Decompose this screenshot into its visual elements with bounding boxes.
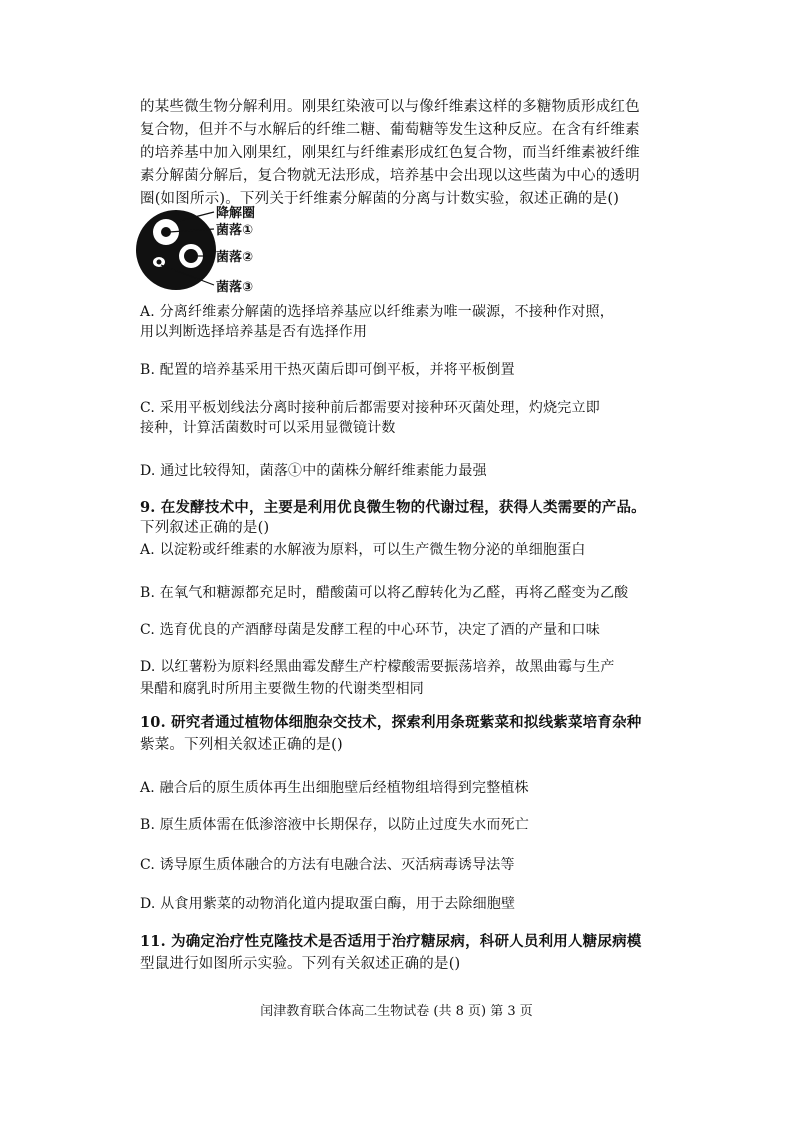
q8-option-b: B. 配置的培养基采用干热灭菌后即可倒平板，并将平板倒置	[140, 362, 515, 378]
label-halo: 降解圈	[216, 206, 256, 221]
label-colony-3: 菌落③	[216, 280, 254, 295]
intro-line-5: 圈(如图所示)。下列关于纤维素分解菌的分离与计数实验，叙述正确的是()	[140, 191, 620, 207]
q9-option-a: A. 以淀粉或纤维素的水解液为原料，可以生产微生物分泌的单细胞蛋白	[140, 542, 586, 558]
page-footer: 闰津教育联合体高二生物试卷 (共 8 页) 第 3 页	[260, 1004, 533, 1019]
colony-3	[157, 260, 162, 265]
q10-option-a: A. 融合后的原生质体再生出细胞壁后经植物组培得到完整植株	[140, 780, 529, 796]
q10-option-b: B. 原生质体需在低渗溶液中长期保存，以防止过度失水而死亡	[140, 817, 529, 833]
petri-dish-diagram	[134, 205, 294, 295]
q8-option-a-line-1: A. 分离纤维素分解菌的选择培养基应以纤维素为唯一碳源，不接种作对照，	[140, 304, 615, 320]
colony-2	[184, 249, 198, 263]
q10-stem-line-1: 10. 研究者通过植物体细胞杂交技术，探索利用条斑紫菜和拟线紫菜培育杂种	[140, 714, 642, 731]
label-colony-1: 菌落①	[216, 223, 254, 238]
q11-stem-line-2: 型鼠进行如图所示实验。下列有关叙述正确的是()	[140, 956, 461, 972]
intro-line-4: 素分解菌分解后，复合物就无法形成，培养基中会出现以这些菌为中心的透明	[140, 168, 640, 184]
colony-petri-dish-figure	[134, 205, 294, 295]
q9-option-b: B. 在氧气和糖源都充足时，醋酸菌可以将乙醇转化为乙醛，再将乙醛变为乙酸	[140, 585, 629, 601]
intro-line-1: 的某些微生物分解利用。刚果红染液可以与像纤维素这样的多糖物质形成红色	[140, 99, 640, 115]
q10-option-d: D. 从食用紫菜的动物消化道内提取蛋白酶，用于去除细胞壁	[140, 896, 516, 912]
q9-stem-line-1: 9. 在发酵技术中，主要是利用优良微生物的代谢过程，获得人类需要的产品。	[140, 499, 646, 516]
q10-option-c: C. 诱导原生质体融合的方法有电融合法、灭活病毒诱导法等	[140, 857, 515, 873]
q9-stem-line-2: 下列叙述正确的是()	[140, 520, 270, 536]
q8-option-d: D. 通过比较得知，菌落①中的菌株分解纤维素能力最强	[140, 463, 487, 479]
q8-option-c-line-1: C. 采用平板划线法分离时接种前后都需要对接种环灭菌处理，灼烧完立即	[140, 400, 600, 416]
q9-option-d-line-2: 果醋和腐乳时所用主要微生物的代谢类型相同	[140, 681, 424, 697]
q9-option-c: C. 选育优良的产酒酵母菌是发酵工程的中心环节，决定了酒的产量和口味	[140, 622, 600, 638]
intro-line-2: 复合物，但并不与水解后的纤维二糖、葡萄糖等发生这种反应。在含有纤维素	[140, 122, 640, 138]
q8-option-a-line-2: 用以判断选择培养基是否有选择作用	[140, 324, 368, 340]
q11-stem-line-1: 11. 为确定治疗性克隆技术是否适用于治疗糖尿病，科研人员利用人糖尿病模	[140, 933, 642, 950]
q10-stem-line-2: 紫菜。下列相关叙述正确的是()	[140, 737, 343, 753]
q9-option-d-line-1: D. 以红薯粉为原料经黑曲霉发酵生产柠檬酸需要振荡培养，故黑曲霉与生产	[140, 659, 615, 675]
intro-line-3: 的培养基中加入刚果红，刚果红与纤维素形成红色复合物，而当纤维素被纤维	[140, 145, 640, 161]
label-colony-2: 菌落②	[216, 250, 254, 265]
q8-option-c-line-2: 接种，计算活菌数时可以采用显微镜计数	[140, 420, 396, 436]
